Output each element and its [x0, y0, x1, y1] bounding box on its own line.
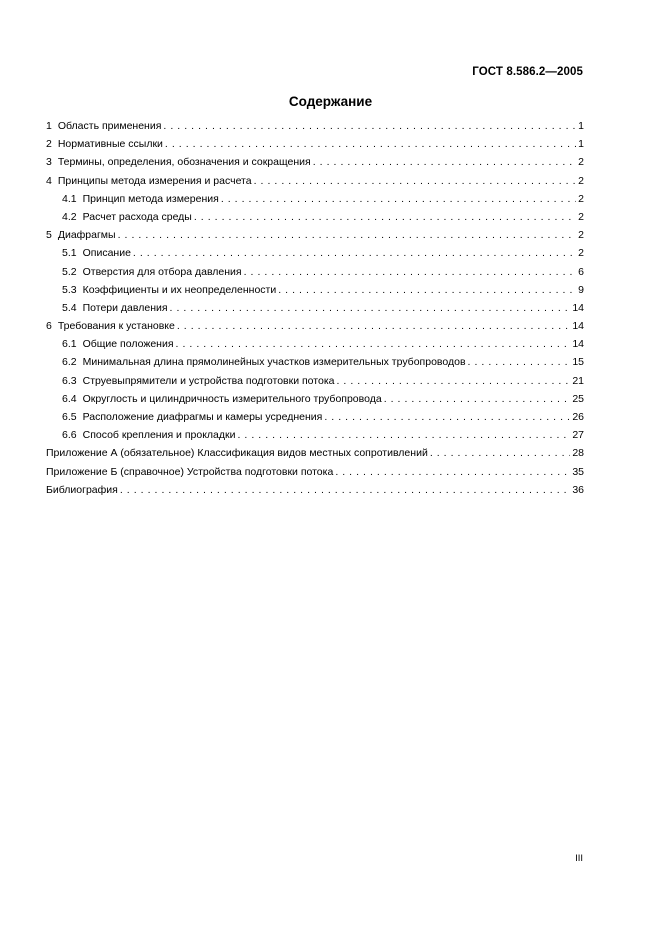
toc-entry-number: 4 — [46, 174, 52, 187]
toc-entry-number: 1 — [46, 120, 52, 132]
toc-leader-dots — [133, 247, 576, 259]
toc-leader-dots — [337, 375, 571, 387]
toc-entry-label: Принципы метода измерения и расчета — [57, 174, 252, 187]
toc-entry-label: Способ крепления и прокладки — [82, 429, 236, 442]
toc-entry-6[interactable] — [46, 320, 584, 338]
toc-entry-number: 6.3 — [62, 374, 77, 387]
toc-entry-label: Расчет расхода среды — [82, 210, 192, 223]
toc-entry-label: Описание — [82, 247, 131, 260]
toc-entry-5-1[interactable] — [46, 247, 584, 265]
toc-entry-number: 3 — [46, 156, 52, 169]
toc-entry-6-1[interactable] — [46, 338, 584, 356]
toc-entry-label: Потери давления — [82, 301, 168, 314]
toc-leader-dots — [430, 447, 571, 459]
toc-entry-page: 6 — [578, 265, 584, 278]
toc-entry-page: 36 — [572, 483, 584, 496]
toc-entry-page: 26 — [572, 411, 584, 423]
toc-leader-dots — [194, 211, 576, 223]
toc-entry-number: 6 — [46, 320, 52, 333]
toc-entry-appendix-b[interactable] — [46, 466, 584, 484]
toc-entry-page: 2 — [578, 174, 584, 187]
toc-entry-number: 6.6 — [62, 429, 77, 442]
toc-entry-number: 6.2 — [62, 356, 77, 369]
toc-entry-label: Минимальная длина прямолинейных участков измерительных трубопроводов — [82, 356, 466, 369]
toc-entry-page: 14 — [572, 301, 584, 314]
toc-leader-dots — [170, 302, 571, 314]
toc-leader-dots — [177, 320, 570, 332]
toc-leader-dots — [254, 175, 577, 187]
toc-leader-dots — [313, 156, 576, 168]
toc-entry-label: Общие положения — [82, 338, 174, 351]
toc-leader-dots — [237, 429, 570, 441]
toc-entry-6-4[interactable] — [46, 393, 584, 411]
toc-entry-label: Коэффициенты и их неопределенности — [82, 283, 277, 296]
toc-entry-page: 2 — [578, 156, 584, 169]
toc-entry-page: 27 — [572, 429, 584, 442]
toc-entry-4-1[interactable] — [46, 193, 584, 211]
toc-entry-1[interactable] — [46, 120, 584, 138]
toc-entry-6-2[interactable] — [46, 356, 584, 374]
toc-entry-number: 5.4 — [62, 301, 77, 314]
toc-entry-6-3[interactable] — [46, 375, 584, 393]
toc-entry-page: 28 — [572, 447, 584, 460]
toc-entry-page: 2 — [578, 210, 584, 223]
toc-entry-label: Диафрагмы — [57, 229, 116, 242]
toc-entry-5-4[interactable] — [46, 302, 584, 320]
toc-entry-label: Нормативные ссылки — [57, 138, 163, 151]
toc-entry-number: 5.1 — [62, 247, 77, 260]
toc-entry-4[interactable] — [46, 175, 584, 193]
toc-entry-label: Требования к установке — [57, 320, 175, 333]
toc-leader-dots — [176, 338, 571, 350]
toc-entry-number: 6.5 — [62, 411, 77, 423]
toc-entry-4-2[interactable] — [46, 211, 584, 229]
toc-entry-label: Отверстия для отбора давления — [82, 265, 242, 278]
toc-leader-dots — [324, 411, 570, 423]
toc-title: Содержание — [288, 94, 373, 109]
toc-entry-label: Струевыпрямители и устройства подготовки потока — [82, 374, 335, 387]
toc-entry-label: Приложение А (обязательное) Классификация видов местных сопротивлений — [46, 447, 428, 460]
toc-entry-appendix-a[interactable] — [46, 447, 584, 465]
toc-entry-5[interactable] — [46, 229, 584, 247]
toc-entry-3[interactable] — [46, 156, 584, 174]
toc-entry-label: Расположение диафрагмы и камеры усреднения — [82, 411, 323, 423]
toc-entry-page: 35 — [572, 465, 584, 478]
toc-leader-dots — [165, 138, 576, 150]
toc-entry-page: 14 — [572, 320, 584, 333]
toc-leader-dots — [384, 393, 571, 405]
toc-entry-page: 9 — [578, 283, 584, 296]
toc-entry-2[interactable] — [46, 138, 584, 156]
toc-leader-dots — [163, 120, 576, 132]
toc-entry-label: Округлость и цилиндричность измерительного трубопровода — [82, 392, 382, 405]
toc-entry-page: 2 — [578, 229, 584, 242]
toc-leader-dots — [118, 229, 577, 241]
toc-leader-dots — [468, 356, 571, 368]
toc-entry-number: 5 — [46, 229, 52, 242]
toc-leader-dots — [335, 466, 570, 478]
toc-leader-dots — [120, 484, 570, 496]
toc-entry-page: 25 — [572, 392, 584, 405]
toc-entry-number: 2 — [46, 138, 52, 151]
toc-entry-label: Термины, определения, обозначения и сокращения — [57, 156, 311, 169]
toc-entry-label: Приложение Б (справочное) Устройства подготовки потока — [46, 465, 334, 478]
toc-entry-page: 1 — [578, 120, 584, 132]
toc-entry-5-2[interactable] — [46, 266, 584, 284]
toc-entry-number: 6.1 — [62, 338, 77, 351]
table-of-contents — [46, 120, 584, 502]
toc-entry-page: 21 — [572, 374, 584, 387]
toc-entry-page: 2 — [578, 192, 584, 205]
toc-leader-dots — [244, 266, 577, 278]
toc-entry-number: 5.3 — [62, 283, 77, 296]
toc-entry-number: 4.1 — [62, 192, 77, 205]
toc-entry-label: Библиография — [46, 483, 118, 496]
toc-entry-label: Область применения — [57, 120, 162, 132]
toc-entry-page: 14 — [572, 338, 584, 351]
toc-entry-label: Принцип метода измерения — [82, 192, 219, 205]
toc-entry-6-5[interactable] — [46, 411, 584, 429]
document-code: ГОСТ 8.586.2—2005 — [472, 66, 583, 78]
toc-entry-page: 2 — [578, 247, 584, 260]
toc-leader-dots — [221, 193, 576, 205]
toc-entry-5-3[interactable] — [46, 284, 584, 302]
toc-entry-number: 5.2 — [62, 265, 77, 278]
toc-entry-6-6[interactable] — [46, 429, 584, 447]
toc-entry-bibliography[interactable] — [46, 484, 584, 502]
toc-entry-number: 6.4 — [62, 392, 77, 405]
page-number: III — [575, 853, 583, 864]
toc-leader-dots — [278, 284, 576, 296]
toc-entry-page: 1 — [578, 138, 584, 151]
toc-entry-page: 15 — [572, 356, 584, 369]
toc-entry-number: 4.2 — [62, 210, 77, 223]
